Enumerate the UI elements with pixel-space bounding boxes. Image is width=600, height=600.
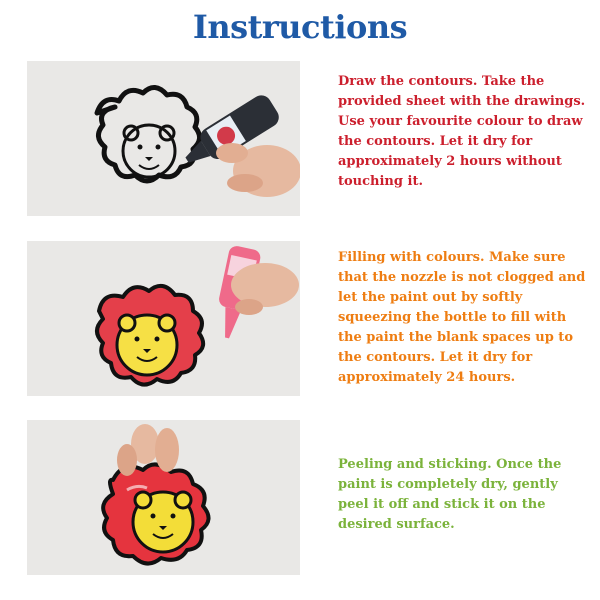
- step-3-text: Peeling and sticking. Once the paint is completely dry, gently peel it off and stick it on the desired surface.: [338, 457, 562, 532]
- step-1-text: Draw the contours. Take the provided sheet with the drawings. Use your favourite colour to draw the contours. Let it dry for approximately 2 hours without touching it.: [338, 74, 586, 189]
- step-2-text: Filling with colours. Make sure that the nozzle is not clogged and let the paint out by softly squeezing the bottle to fill with the paint the blank spaces up to the contours. Let it dry for approximately 24 hours.: [338, 250, 586, 385]
- step-3-image: [27, 420, 300, 575]
- page-title: Instructions: [192, 8, 408, 46]
- step-1-image: [27, 61, 300, 216]
- step-2-image: [27, 241, 300, 396]
